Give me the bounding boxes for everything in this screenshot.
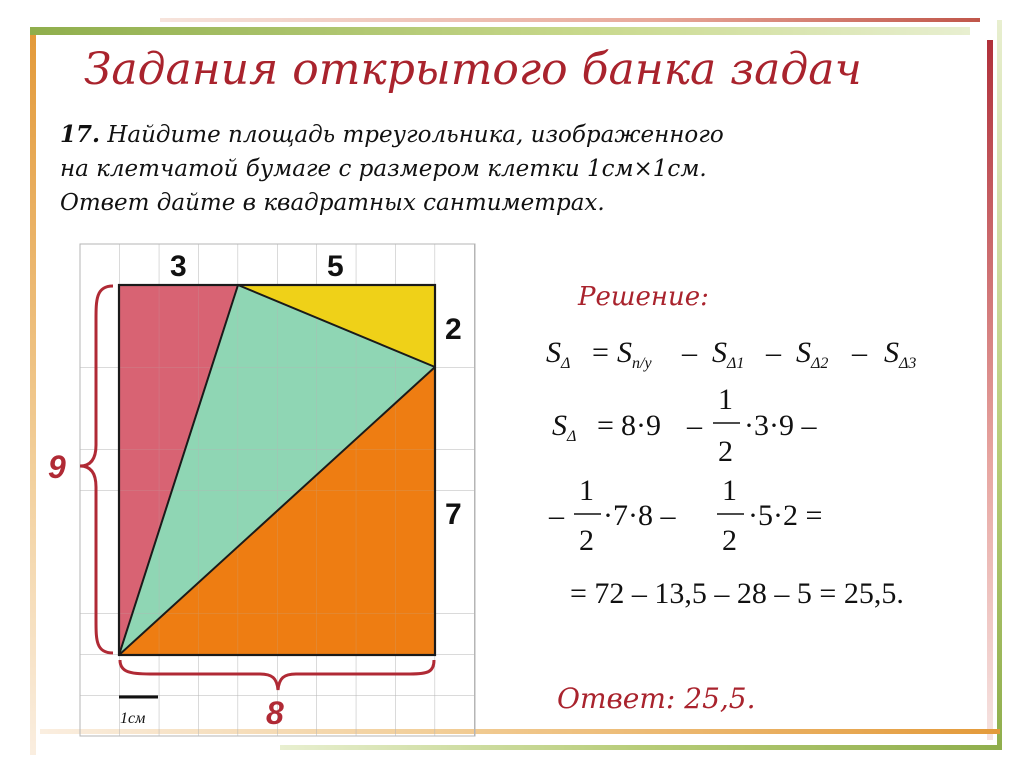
solution-heading: Решение: bbox=[578, 282, 709, 312]
task-number: 17. bbox=[60, 121, 101, 148]
formula2-lhs: S bbox=[552, 409, 567, 442]
label-9: 9 bbox=[48, 449, 66, 485]
task-line-1: Найдите площадь треугольника, изображенного bbox=[107, 122, 724, 148]
formula2-lhs-sub: Δ bbox=[567, 428, 577, 445]
svg-text:=: = bbox=[597, 409, 614, 442]
formula1-t2: S bbox=[712, 336, 727, 369]
formula2-den: 2 bbox=[718, 435, 733, 468]
label-5: 5 bbox=[327, 250, 344, 283]
svg-text:–: – bbox=[766, 336, 781, 369]
svg-text:SΔ1 bbox=[712, 336, 744, 372]
formula1-lhs-sub: Δ bbox=[561, 355, 571, 372]
formula2-rest: ·3·9 – bbox=[744, 409, 817, 442]
svg-text:SΔ bbox=[546, 336, 570, 372]
svg-text:–: – bbox=[682, 336, 697, 369]
formula1-t3-sub: Δ2 bbox=[811, 355, 829, 372]
svg-text:–: – bbox=[687, 409, 702, 442]
formula3-num2: 1 bbox=[722, 474, 737, 507]
formula1-t3: S bbox=[796, 336, 811, 369]
page-title: Задания открытого банка задач bbox=[84, 44, 862, 95]
label-2: 2 bbox=[445, 313, 462, 346]
label-7: 7 bbox=[445, 498, 462, 531]
formula1-t2-sub: Δ1 bbox=[727, 355, 745, 372]
svg-text:SΔ bbox=[552, 409, 576, 445]
svg-text:Sп/у bbox=[617, 336, 652, 372]
svg-text:–: – bbox=[852, 336, 867, 369]
formula1-lhs: S bbox=[546, 336, 561, 369]
formula1-t4: S bbox=[884, 336, 899, 369]
formula3-den2: 2 bbox=[722, 524, 737, 557]
svg-text:SΔ3 bbox=[884, 336, 916, 372]
formula3-rest: ·5·2 = bbox=[748, 499, 823, 532]
formula2-num: 1 bbox=[718, 383, 733, 416]
answer-text: Ответ: 25,5. bbox=[557, 682, 756, 715]
formula4-result: = 72 – 13,5 – 28 – 5 = 25,5. bbox=[570, 577, 904, 610]
formula3-mid: ·7·8 – bbox=[603, 499, 676, 532]
formula3-den1: 2 bbox=[579, 524, 594, 557]
svg-text:SΔ2 bbox=[796, 336, 828, 372]
formula2-product: 8·9 bbox=[621, 409, 661, 442]
scale-label: 1см bbox=[120, 710, 146, 727]
formula1-t4-sub: Δ3 bbox=[899, 355, 917, 372]
label-8: 8 bbox=[266, 695, 284, 731]
formula1-t1-sub: п/у bbox=[632, 355, 652, 372]
task-line-2: на клетчатой бумаге с размером клетки 1см×1см. bbox=[60, 156, 707, 182]
label-3: 3 bbox=[170, 250, 187, 283]
svg-text:–: – bbox=[549, 499, 564, 532]
formula1-t1: S bbox=[617, 336, 632, 369]
formula3-num1: 1 bbox=[579, 474, 594, 507]
svg-text:=: = bbox=[592, 336, 609, 369]
task-line-3: Ответ дайте в квадратных сантиметрах. bbox=[60, 190, 605, 216]
